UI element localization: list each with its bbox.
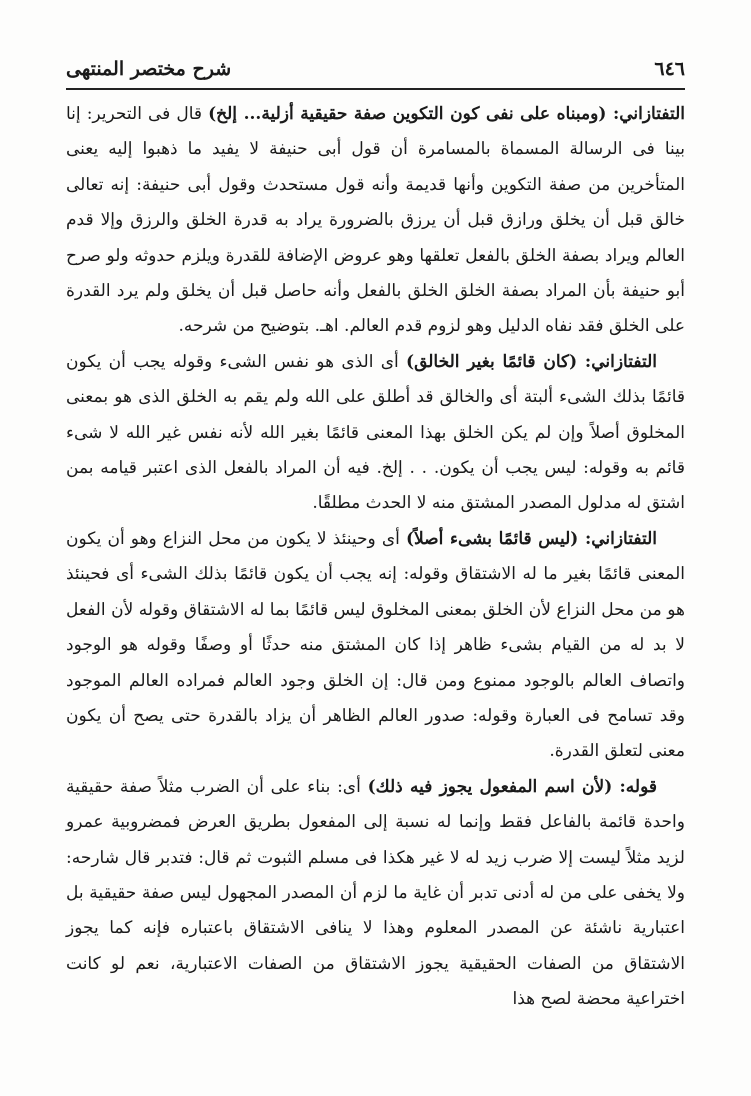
paragraph (66, 770, 685, 1018)
body-text (66, 97, 685, 1018)
paragraph-lead: التفتازاني: (ومبناه على نفى كون التكوين صفة حقيقية أزلية... إلخ) (208, 104, 685, 124)
paragraph-body: أى الذى هو نفس الشىء وقوله يجب أن يكون قائمًا بذلك الشىء ألبتة أى والخالق قد أطلق على الله ولم يقم به الخلق الذى هو بمعنى المخلوق أصلاً وإن لم يكن الخلق بهذا المعنى قائمًا بغير الله لأنه نفس غير الله لا شىء قائم به وقوله: ليس يجب أن يكون. . . إلخ. فيه أن المراد بالفعل الذى اعتبر قيامه بمن اشتق له مدلول المصدر المشتق منه لا الحدث مطلقًا. (66, 351, 685, 514)
paragraph-body: أى: بناء على أن الضرب مثلاً صفة حقيقية واحدة قائمة بالفاعل فقط وإنما له نسبة إلى المفعول بطريق العرض فمضروبية عمرو لزيد مثلاً ليست إلا ضرب زيد له لا غير هكذا فى مسلم الثبوت ثم قال: فتدبر قال شارحه: ولا يخفى على من له أدنى تدبر أن غاية ما لزم أن المصدر المجهول ليس صفة حقيقية بل اعتبارية ناشئة عن المصدر المعلوم وهذا لا ينافى الاشتقاق باعتباره فإنه كما يجوز الاشتقاق من الصفات الحقيقية يجوز الاشتقاق من الصفات الاعتبارية، نعم لو كانت اختراعية محضة لصح هذا (66, 776, 685, 1010)
paragraph-body: قال فى التحرير: إنا بينا فى الرسالة المسماة بالمسامرة أن قول أبى حنيفة لا يفيد ما ذهبوا إليه يعنى المتأخرين من صفة التكوين وأنها قديمة وأنه قول مستحدث وقول أبى حنيفة: إنه تعالى خالق قبل أن يخلق ورازق قبل أن يرزق بالضرورة يراد به قدرة الخلق والرزق وإلا قدم العالم ويراد بصفة الخلق بالفعل تعلقها وهو عروض الإضافة للقدرة ويلزم حدوثه ولو صرح أبو حنيفة بأن المراد بصفة الخلق الخلق بالفعل وأنه حاصل قبل أن يخلق ولم يرد القدرة على الخلق فقد نفاه الدليل وهو لزوم قدم العالم. اهـ. بتوضيح من شرحه. (66, 104, 685, 337)
paragraph-lead: قوله: (لأن اسم المفعول يجوز فيه ذلك) (367, 776, 657, 797)
paragraph (66, 97, 685, 345)
paragraph (66, 345, 685, 522)
running-title: شرح مختصر المنتهى (66, 58, 232, 80)
header-rule (66, 88, 685, 90)
paragraph-lead: التفتازاني: (ليس قائمًا بشىء أصلاً) (406, 528, 657, 549)
page-number: ٦٤٦ (654, 58, 685, 80)
running-header (66, 56, 685, 88)
paragraph-body: أى وحينئذ لا يكون من محل النزاع وهو أن يكون المعنى قائمًا بغير ما له الاشتقاق وقوله: إنه يجب أن يكون قائمًا بذلك الشىء أى فحينئذ هو من محل النزاع لأن الخلق بمعنى المخلوق ليس قائمًا بما له الاشتقاق وقوله لأن الفعل لا بد له من القيام بشىء ظاهر إذا كان المشتق منه حدثًا أو وصفًا وقوله هو الوجود واتصاف العالم بالوجود ممنوع ومن قال: إن الخلق وجود العالم فمراده العالم الموجود وقد تسامح فى العبارة وقوله: صدور العالم الظاهر أن يزاد بالقدرة حتى يصح أن يكون معنى لتعلق القدرة. (66, 528, 685, 762)
paragraph-lead: التفتازاني: (كان قائمًا بغير الخالق) (406, 351, 657, 372)
paragraph (66, 522, 685, 770)
